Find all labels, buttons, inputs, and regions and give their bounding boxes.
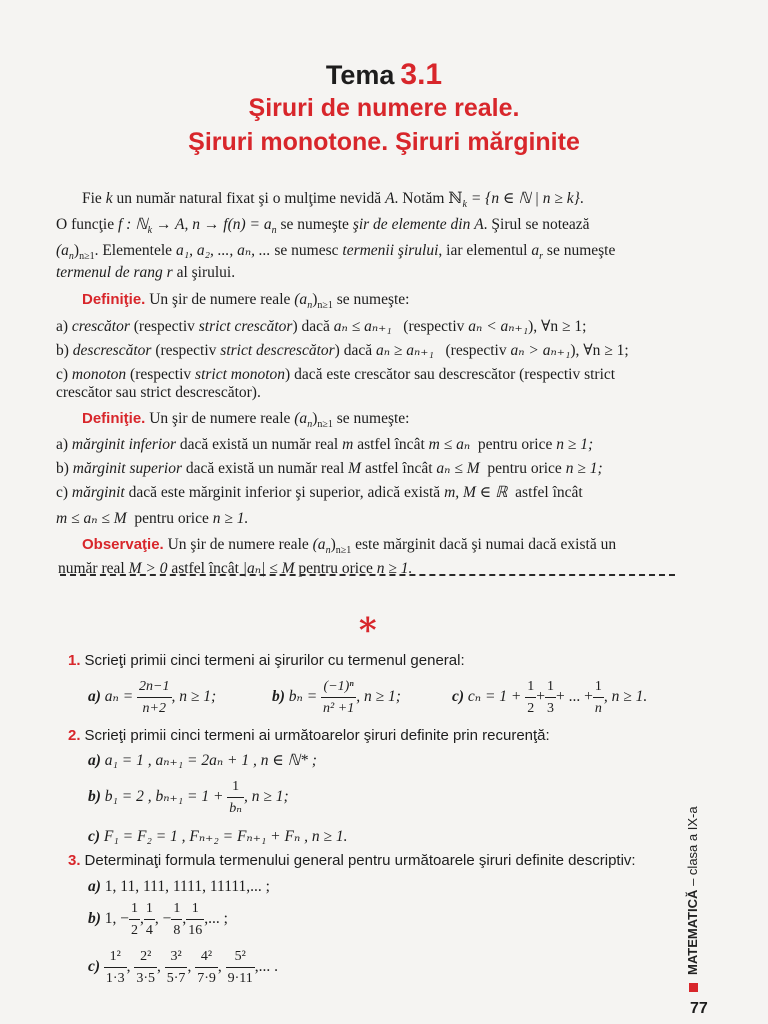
definition-1-heading: Definiţie. bbox=[82, 291, 146, 308]
exercise-1-item-c: c) cₙ = 1 + $\frac{1}{2}$ + $\frac{1}{3}$ + ... + $\frac{1}{n}$ , n ≥ 1. bbox=[452, 676, 647, 719]
side-subject-label: MATEMATICĂ – clasa a IX-a bbox=[685, 732, 709, 992]
exercise-3-item-b: b) 1, − $\frac{1}{2}$ , $\frac{1}{4}$ , − $\frac{1}{8}$ , $\frac{1}{16}$ ,... ; bbox=[88, 898, 228, 941]
intro-line-1: Fie k un număr natural fixat şi o mulţime nevidă A. Notăm ℕ$_k$ = {n ∈ ℕ | n ≥ k}. bbox=[82, 190, 584, 211]
exercise-3-prompt: 3. Determinaţi formula termenului general pentru următoarele şiruri definite descriptiv: bbox=[68, 852, 636, 869]
exercise-2-number: 2. bbox=[68, 727, 81, 744]
exercise-3-number: 3. bbox=[68, 852, 81, 869]
observation-heading: Observaţie. bbox=[82, 536, 164, 553]
intro-line-2: O funcţie f : ℕ$_k$ → A, $n \to f(n) = a_n$ se numeşte şir de elemente din A. Şirul se notează bbox=[56, 216, 590, 237]
asterisk-separator-icon: ∗ bbox=[356, 606, 380, 643]
definition-1-header: Definiţie. Un şir de numere reale $(a_n)_{n\ge 1}$ se numeşte: bbox=[82, 291, 410, 312]
definition-2-item-c-cont: m ≤ aₙ ≤ M pentru orice n ≥ 1. bbox=[56, 510, 249, 527]
tema-number: 3.1 bbox=[400, 58, 443, 91]
definition-2-item-a: a) mărginit inferior dacă există un număr real m astfel încât m ≤ aₙ pentru orice n ≥ 1; bbox=[56, 436, 594, 453]
section-divider-line bbox=[60, 574, 675, 576]
exercise-3-item-a: a) 1, 11, 111, 1111, 11111,... ; bbox=[88, 878, 270, 895]
definition-1-item-a: a) crescător (respectiv strict crescător) dacă aₙ ≤ aₙ₊₁ (respectiv aₙ < aₙ₊₁), ∀n ≥ 1; bbox=[56, 318, 587, 335]
lesson-subtitle-1: Şiruri de numere reale. bbox=[248, 94, 520, 122]
exercise-2-item-c: c) F₁ = F₂ = 1 , Fₙ₊₂ = Fₙ₊₁ + Fₙ , n ≥ 1. bbox=[88, 828, 348, 845]
exercise-3-item-c: c) $\frac{\text{1²}}{1\cdot 3}$ , $\frac{\text{2²}}{3\cdot 5}$ , $\frac{\text{3²}}{5\cdot 7}$ , $\frac{\text{4²}}{7\cdot 9}$ , $\frac{\text{5²}}{9\cdot 11}$ ,... . bbox=[88, 946, 278, 989]
intro-line-3: $(a_n)_{n\ge 1}$. Elementele a₁, a₂, ..., aₙ, ... se numesc termenii şirului, iar elementul $a_r$ se numeşte bbox=[56, 242, 616, 263]
definition-2-item-b: b) mărginit superior dacă există un număr real M astfel încât aₙ ≤ M pentru orice n ≥ 1; bbox=[56, 460, 603, 477]
intro-line-4: termenul de rang r al şirului. bbox=[56, 264, 236, 281]
exercise-2-item-a: a) a₁ = 1 , aₙ₊₁ = 2aₙ + 1 , n ∈ ℕ* ; bbox=[88, 752, 317, 769]
definition-2-header: Definiţie. Un şir de numere reale $(a_n)_{n\ge 1}$ se numeşte: bbox=[82, 410, 410, 431]
lesson-subtitle-2: Şiruri monotone. Şiruri mărginite bbox=[188, 128, 580, 156]
definition-1-item-b: b) descrescător (respectiv strict descrescător) dacă aₙ ≥ aₙ₊₁ (respectiv aₙ > aₙ₊₁), ∀n ≥ 1; bbox=[56, 342, 629, 359]
lesson-title bbox=[0, 58, 768, 92]
definition-2-item-c: c) mărginit dacă este mărginit inferior şi superior, adică există m, M ∈ ℝ astfel încât bbox=[56, 484, 583, 501]
observation-header: Observaţie. Un şir de numere reale $(a_n)_{n\ge 1}$ este mărginit dacă şi numai dacă există un bbox=[82, 536, 617, 557]
exercise-1-item-b: b) bₙ = $\frac{\text{(−1)ⁿ}}{\text{n² +1}}$ , n ≥ 1; bbox=[272, 676, 401, 719]
definition-1-item-c-cont: crescător sau strict descrescător). bbox=[56, 384, 261, 401]
exercise-2-prompt: 2. Scrieţi primii cinci termeni ai următoarelor şiruri definite prin recurenţă: bbox=[68, 727, 550, 744]
definition-1-item-c: c) monoton (respectiv strict monoton) dacă este crescător sau descrescător (respectiv strict bbox=[56, 366, 616, 383]
definition-2-heading: Definiţie. bbox=[82, 410, 146, 427]
exercise-1-prompt: 1. Scrieţi primii cinci termeni ai şirurilor cu termenul general: bbox=[68, 652, 465, 669]
tema-label: Tema bbox=[325, 60, 395, 90]
red-square-icon bbox=[689, 983, 698, 992]
exercise-2-item-b: b) b₁ = 2 , bₙ₊₁ = 1 + $\frac{1}{\text{bₙ}}$ , n ≥ 1; bbox=[88, 776, 289, 819]
page-number: 77 bbox=[690, 1000, 708, 1017]
exercise-1-number: 1. bbox=[68, 652, 81, 669]
observation-line-2: număr real M > 0 astfel încât |aₙ| ≤ M pentru orice n ≥ 1. bbox=[58, 560, 413, 577]
exercise-1-item-a: a) aₙ = $\frac{2n-1}{n+2}$ , n ≥ 1; bbox=[88, 676, 216, 719]
